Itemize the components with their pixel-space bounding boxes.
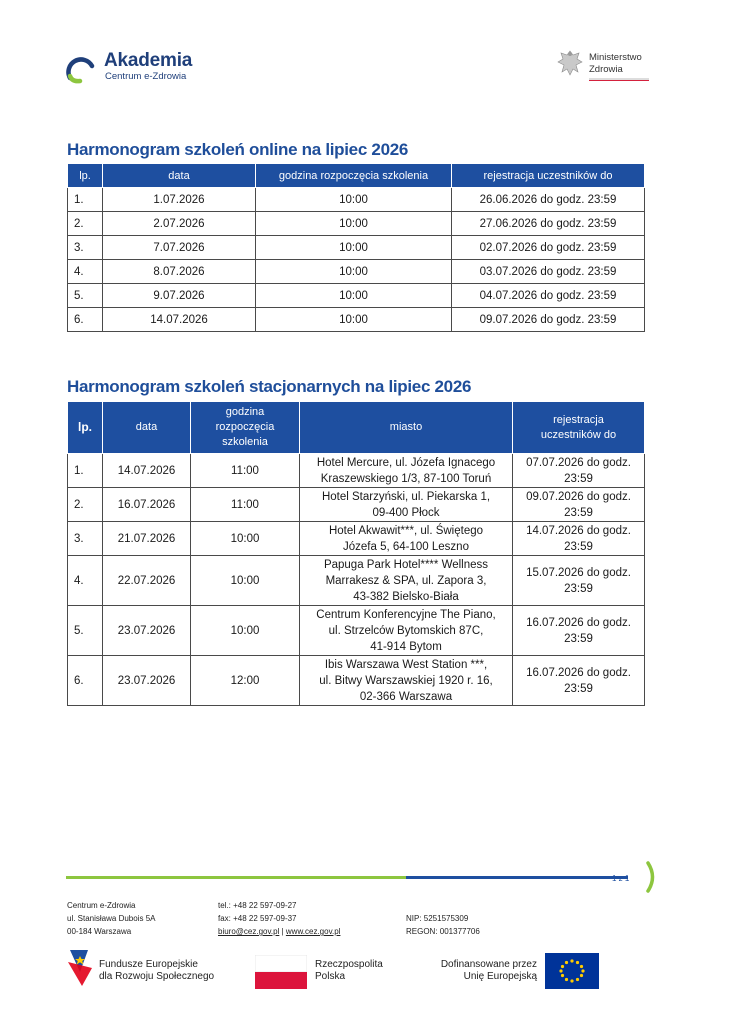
col-registration xyxy=(513,402,645,454)
city-line: Hotel Mercure, ul. Józefa Ignacego xyxy=(316,456,496,469)
stationary-schedule-table xyxy=(67,401,645,706)
col-date: data xyxy=(103,164,256,188)
table-row xyxy=(68,284,645,308)
reg-line: 23:59 xyxy=(564,632,593,645)
row-lp: 3. xyxy=(68,522,103,556)
row-city xyxy=(300,522,513,556)
row-registration: 03.07.2026 do godz. 23:59 xyxy=(452,260,645,284)
polish-flag-icon xyxy=(255,955,307,989)
eu-funds-icon xyxy=(66,946,94,988)
table-row xyxy=(68,522,645,556)
row-city xyxy=(300,556,513,606)
reg-line: 16.07.2026 do godz. xyxy=(526,616,631,629)
row-date: 1.07.2026 xyxy=(103,188,256,212)
row-city xyxy=(300,488,513,522)
akademia-logo xyxy=(66,50,216,86)
row-city xyxy=(300,454,513,488)
row-registration: 09.07.2026 do godz. 23:59 xyxy=(452,308,645,332)
row-date: 14.07.2026 xyxy=(103,454,191,488)
city-line: Józefa 5, 64-100 Leszno xyxy=(343,540,469,553)
city-line: 43-382 Bielsko-Biała xyxy=(353,590,459,603)
city-line: Ibis Warszawa West Station ***, xyxy=(324,658,488,671)
header-line: rejestracja xyxy=(553,413,604,426)
table-row xyxy=(68,606,645,656)
row-lp: 2. xyxy=(68,212,103,236)
eu-cofunded-text xyxy=(437,959,537,983)
row-time: 10:00 xyxy=(191,606,300,656)
row-registration xyxy=(513,606,645,656)
row-time: 10:00 xyxy=(256,212,452,236)
city-line: Papuga Park Hotel**** Wellness xyxy=(323,558,489,571)
online-schedule-table xyxy=(67,163,645,332)
table-row xyxy=(68,260,645,284)
col-date: data xyxy=(103,402,191,454)
divider-blue xyxy=(406,876,628,879)
reg-line: 14.07.2026 do godz. xyxy=(526,524,631,537)
col-start-time xyxy=(191,402,300,454)
reg-line: 16.07.2026 do godz. xyxy=(526,666,631,679)
brand-subtitle: Centrum e-Zdrowia xyxy=(105,71,187,82)
footer-divider xyxy=(66,876,628,879)
row-date: 14.07.2026 xyxy=(103,308,256,332)
row-date: 7.07.2026 xyxy=(103,236,256,260)
city-line: Kraszewskiego 1/3, 87-100 Toruń xyxy=(320,472,492,485)
logo-line: Polska xyxy=(315,971,346,982)
row-city xyxy=(300,656,513,706)
phone: tel.: +48 22 597-09-27 xyxy=(218,901,297,910)
row-date: 9.07.2026 xyxy=(103,284,256,308)
row-time: 10:00 xyxy=(256,236,452,260)
row-time: 10:00 xyxy=(256,284,452,308)
row-lp: 3. xyxy=(68,236,103,260)
row-registration xyxy=(513,488,645,522)
header-line: godzina xyxy=(225,406,265,418)
row-date: 8.07.2026 xyxy=(103,260,256,284)
page-number: 1 z 1 xyxy=(612,874,630,883)
table-row xyxy=(68,488,645,522)
footer-ids xyxy=(406,912,480,938)
online-schedule-title: Harmonogram szkoleń online na lipiec 2026 xyxy=(67,140,409,159)
reg-line: 09.07.2026 do godz. xyxy=(526,490,631,503)
table-row xyxy=(68,454,645,488)
row-lp: 2. xyxy=(68,488,103,522)
fax: fax: +48 22 597-09-37 xyxy=(218,914,297,923)
row-lp: 6. xyxy=(68,656,103,706)
city-line: ul. Bitwy Warszawskiej 1920 r. 16, xyxy=(319,674,493,687)
row-lp: 5. xyxy=(68,606,103,656)
address-line: Centrum e-Zdrowia xyxy=(67,901,136,910)
row-date: 21.07.2026 xyxy=(103,522,191,556)
row-date: 23.07.2026 xyxy=(103,606,191,656)
row-time: 10:00 xyxy=(256,188,452,212)
row-registration xyxy=(513,522,645,556)
city-line: 41-914 Bytom xyxy=(370,640,442,653)
eu-flag-icon xyxy=(545,953,599,989)
row-time: 12:00 xyxy=(191,656,300,706)
reg-line: 23:59 xyxy=(564,582,593,595)
table-row xyxy=(68,188,645,212)
row-date: 22.07.2026 xyxy=(103,556,191,606)
table-row xyxy=(68,556,645,606)
eagle-emblem-icon xyxy=(555,48,585,82)
col-lp: lp. xyxy=(68,164,103,188)
nip: NIP: 5251575309 xyxy=(406,914,469,923)
logo-line: dla Rozwoju Społecznego xyxy=(99,971,215,982)
row-registration xyxy=(513,454,645,488)
city-line: Centrum Konferencyjne The Piano, xyxy=(316,608,496,621)
row-time: 10:00 xyxy=(256,308,452,332)
table-header-row xyxy=(68,164,645,188)
col-registration: rejestracja uczestników do xyxy=(452,164,645,188)
header-line: uczestników do xyxy=(540,428,617,441)
brand-name: Akademia xyxy=(104,50,193,71)
reg-line: 15.07.2026 do godz. xyxy=(526,566,631,579)
logo-line: Fundusze Europejskie xyxy=(99,959,198,970)
row-registration xyxy=(513,556,645,606)
reg-line: 23:59 xyxy=(564,506,593,519)
footer-contact xyxy=(218,899,340,938)
logo-line: Unię Europejską xyxy=(463,971,537,982)
row-registration: 27.06.2026 do godz. 23:59 xyxy=(452,212,645,236)
logo-line: Rzeczpospolita xyxy=(315,959,383,970)
row-time: 10:00 xyxy=(191,556,300,606)
row-registration: 26.06.2026 do godz. 23:59 xyxy=(452,188,645,212)
ministry-line2: Zdrowia xyxy=(589,64,623,75)
row-lp: 4. xyxy=(68,556,103,606)
link-separator: | xyxy=(281,927,284,936)
rp-text xyxy=(315,959,383,983)
row-date: 23.07.2026 xyxy=(103,656,191,706)
table-row xyxy=(68,236,645,260)
col-start-time: godzina rozpoczęcia szkolenia xyxy=(256,164,452,188)
eu-funds-text xyxy=(99,959,214,983)
table-row xyxy=(68,212,645,236)
table-row xyxy=(68,656,645,706)
city-line: Hotel Starzyński, ul. Piekarska 1, xyxy=(321,490,491,503)
bracket-icon xyxy=(644,860,660,894)
row-time: 11:00 xyxy=(191,454,300,488)
city-line: ul. Strzelców Bytomskich 87C, xyxy=(328,624,484,637)
row-registration: 02.07.2026 do godz. 23:59 xyxy=(452,236,645,260)
city-line: 02-366 Warszawa xyxy=(359,690,453,703)
ministry-logo xyxy=(555,48,655,86)
regon: REGON: 001377706 xyxy=(406,927,480,936)
row-registration xyxy=(513,656,645,706)
ministry-flag-bars xyxy=(589,78,649,81)
logo-line: Dofinansowane przez xyxy=(440,959,537,970)
reg-line: 23:59 xyxy=(564,682,593,695)
row-registration: 04.07.2026 do godz. 23:59 xyxy=(452,284,645,308)
row-date: 16.07.2026 xyxy=(103,488,191,522)
col-city: miasto xyxy=(300,402,513,454)
email-link[interactable]: biuro@cez.gov.pl xyxy=(218,927,280,936)
row-time: 10:00 xyxy=(256,260,452,284)
address-line: 00-184 Warszawa xyxy=(67,927,132,936)
row-time: 10:00 xyxy=(191,522,300,556)
akademia-mark-icon xyxy=(66,54,100,84)
header-line: rozpoczęcia xyxy=(215,421,275,433)
row-lp: 1. xyxy=(68,188,103,212)
reg-line: 23:59 xyxy=(564,540,593,553)
header-line: szkolenia xyxy=(222,436,268,448)
col-lp: lp. xyxy=(68,402,103,454)
row-city xyxy=(300,606,513,656)
city-line: 09-400 Płock xyxy=(372,506,440,519)
table-row xyxy=(68,308,645,332)
row-lp: 1. xyxy=(68,454,103,488)
city-line: Marrakesz & SPA, ul. Zapora 3, xyxy=(325,574,487,587)
row-lp: 5. xyxy=(68,284,103,308)
city-line: Hotel Akwawit***, ul. Świętego xyxy=(328,524,484,537)
row-date: 2.07.2026 xyxy=(103,212,256,236)
table-header-row xyxy=(68,402,645,454)
reg-line: 23:59 xyxy=(564,472,593,485)
footer-address xyxy=(67,899,156,938)
row-lp: 4. xyxy=(68,260,103,284)
address-line: ul. Stanisława Dubois 5A xyxy=(67,914,156,923)
stationary-schedule-title: Harmonogram szkoleń stacjonarnych na lipiec 2026 xyxy=(67,377,472,396)
divider-green xyxy=(66,876,406,879)
website-link[interactable]: www.cez.gov.pl xyxy=(285,927,341,936)
ministry-line1: Ministerstwo xyxy=(589,52,642,63)
reg-line: 07.07.2026 do godz. xyxy=(526,456,631,469)
row-lp: 6. xyxy=(68,308,103,332)
links-line xyxy=(218,925,340,938)
row-time: 11:00 xyxy=(191,488,300,522)
